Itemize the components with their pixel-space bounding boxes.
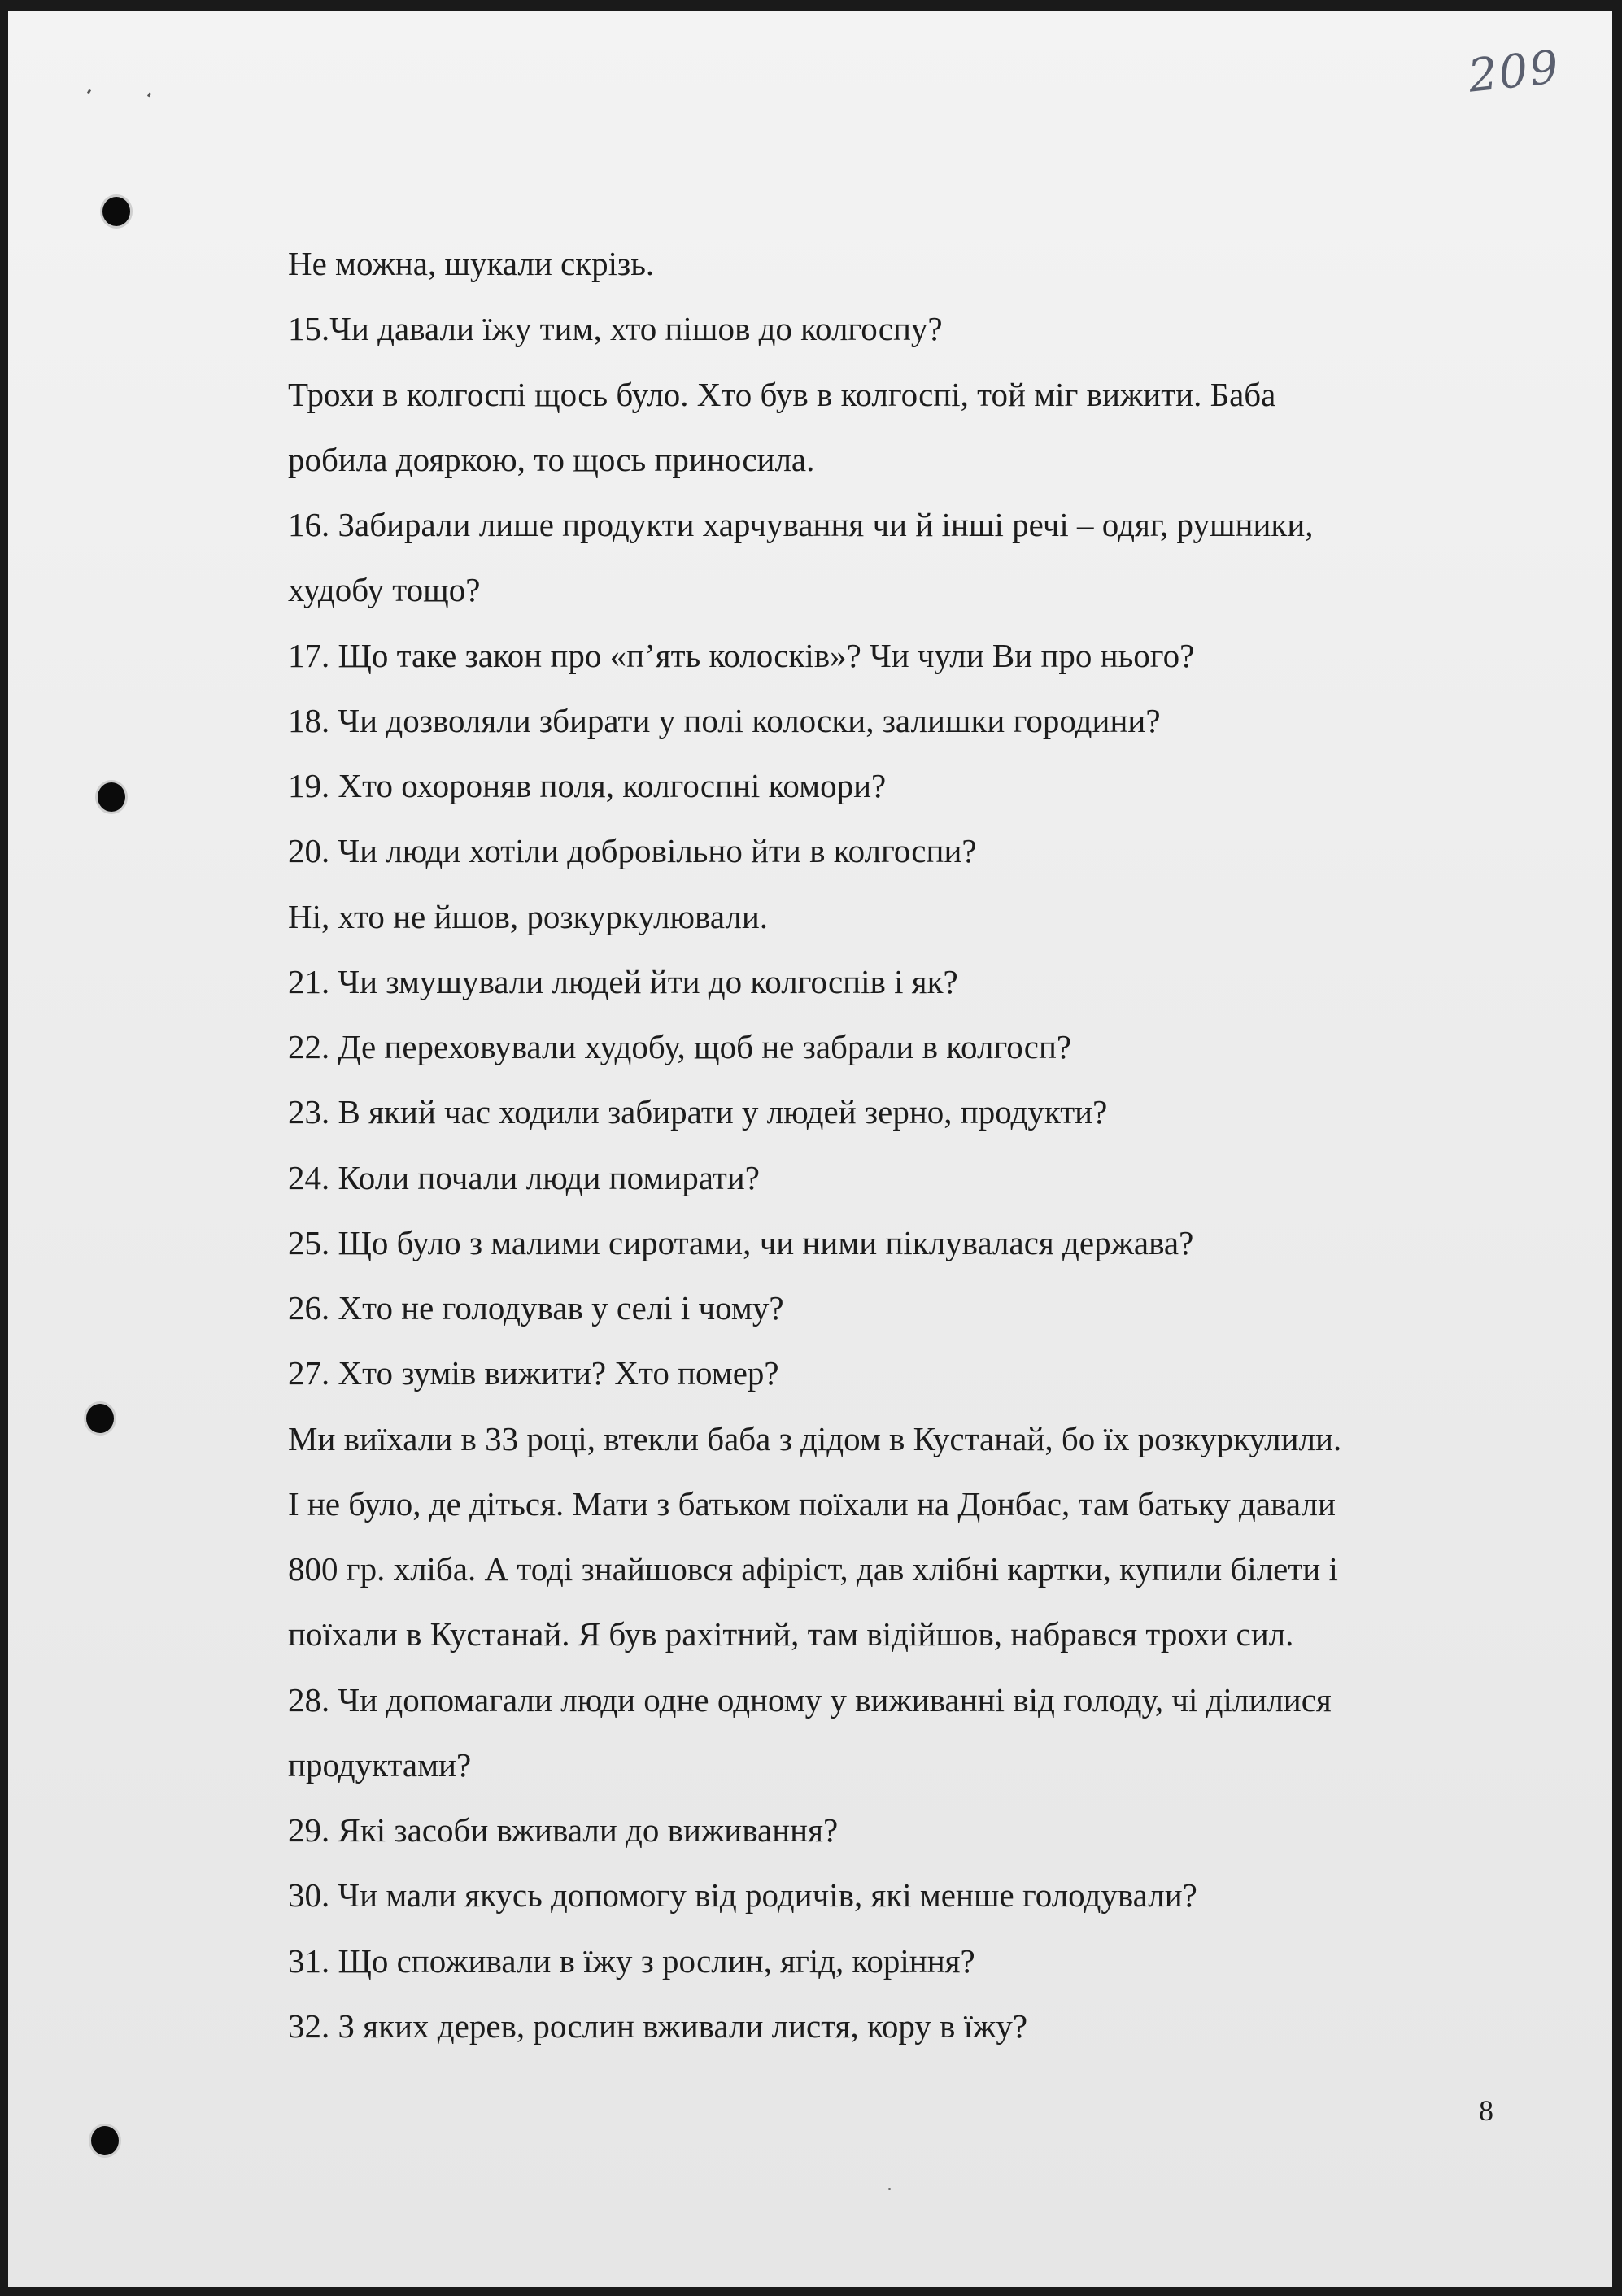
scan-mark [87, 89, 91, 94]
text-line: худобу тощо? [288, 571, 481, 609]
question-16: 16. Забирали лише продукти харчування чи й інші речі – одяг, рушники, [288, 506, 1314, 543]
archive-page-number: 209 [1466, 41, 1563, 103]
text-line: продуктами? [288, 1745, 472, 1784]
text-line: 800 гр. хліба. А тоді знайшовся афіріст, дав хлібні картки, купили білети і [288, 1550, 1338, 1588]
document-page [8, 11, 1612, 2287]
question-17: 17. Що таке закон про «п’ять колосків»? Чи чули Ви про нього? [288, 636, 1195, 674]
question-31: 31. Що споживали в їжу з рослин, ягід, коріння? [288, 1941, 975, 1980]
scan-mark [147, 93, 151, 98]
question-15: 15.Чи давали їжу тим, хто пішов до колгоспу? [288, 310, 943, 348]
punch-hole [102, 197, 130, 226]
punch-hole [98, 782, 125, 812]
question-24: 24. Коли почали люди помирати? [288, 1158, 760, 1196]
question-21: 21. Чи змушували людей йти до колгоспів і як? [288, 962, 958, 1000]
question-19: 19. Хто охороняв поля, колгоспні комори? [288, 767, 887, 804]
question-32: 32. З яких дерев, рослин вживали листя, кору в їжу? [288, 2006, 1028, 2045]
text-line: поїхали в Кустанай. Я був рахітний, там відійшов, набрався трохи сил. [288, 1615, 1294, 1653]
scan-mark [888, 2188, 891, 2190]
punch-hole [86, 1404, 114, 1433]
question-27: 27. Хто зумів вижити? Хто помер? [288, 1354, 779, 1392]
text-line: Ми виїхали в 33 році, втекли баба з дідом в Кустанай, бо їх розкуркулили. [288, 1419, 1342, 1457]
text-line: Ні, хто не йшов, розкуркулювали. [288, 897, 769, 935]
question-23: 23. В який час ходили забирати у людей зерно, продукти? [288, 1093, 1108, 1131]
text-line: Не можна, шукали скрізь. [288, 245, 655, 282]
question-20: 20. Чи люди хотіли добровільно йти в колгоспи? [288, 832, 977, 870]
question-30: 30. Чи мали якусь допомогу від родичів, які менше голодували? [288, 1876, 1197, 1915]
question-29: 29. Які засоби вживали до виживання? [288, 1811, 839, 1849]
question-18: 18. Чи дозволяли збирати у полі колоски, залишки городини? [288, 701, 1161, 739]
question-26: 26. Хто не голодував у селі і чому? [288, 1289, 784, 1327]
question-28: 28. Чи допомагали люди одне одному у виживанні від голоду, чі ділилися [288, 1680, 1332, 1719]
question-25: 25. Що було з малими сиротами, чи ними піклувалася держава? [288, 1223, 1194, 1261]
text-line: Трохи в колгоспі щось було. Хто був в колгоспі, той міг вижити. Баба [288, 375, 1276, 413]
document-body [288, 231, 1524, 2059]
page-number: 8 [1479, 2094, 1493, 2127]
question-22: 22. Де переховували худобу, щоб не забрали в колгосп? [288, 1028, 1072, 1065]
text-line: робила дояркою, то щось приносила. [288, 440, 815, 478]
text-line: І не було, де діться. Мати з батьком поїхали на Донбас, там батьку давали [288, 1484, 1336, 1523]
punch-hole [91, 2126, 119, 2155]
